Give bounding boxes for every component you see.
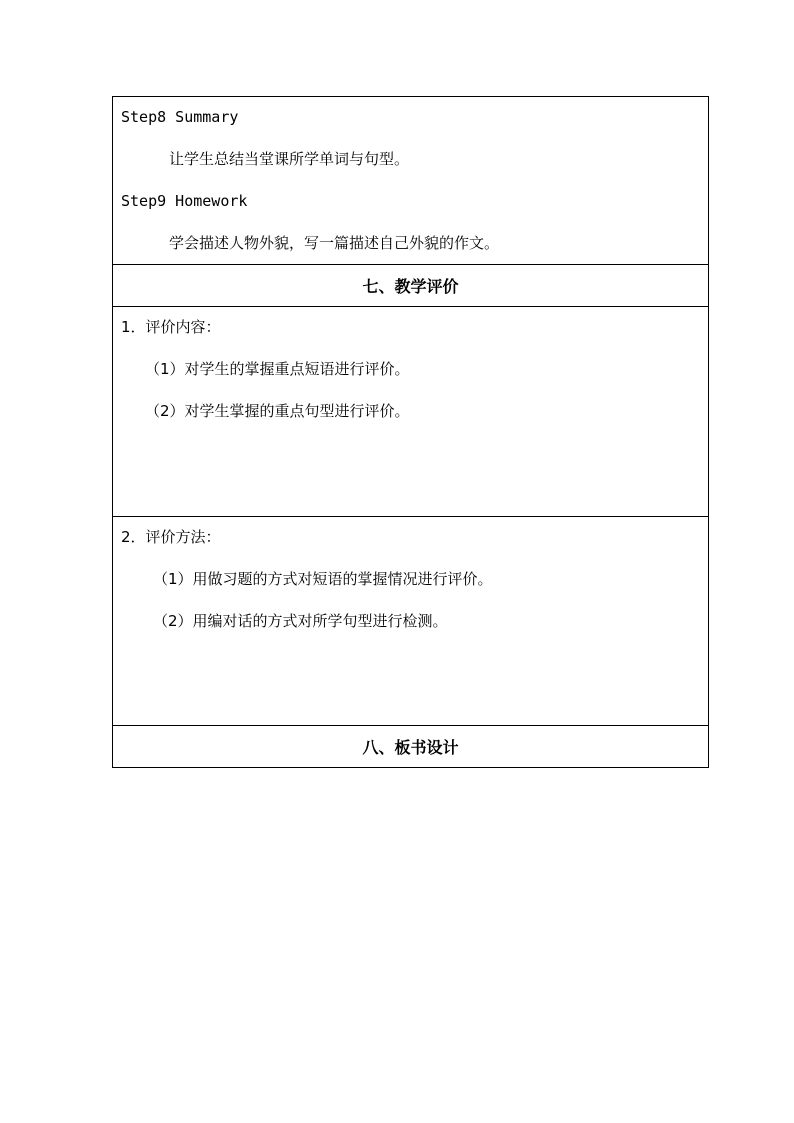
- eval-content-item-1: （1）对学生的掌握重点短语进行评价。: [145, 360, 410, 378]
- step8-title: Step8 Summary: [121, 108, 239, 126]
- section-8-heading: 八、板书设计: [113, 725, 708, 767]
- eval-method-cell: [113, 516, 708, 725]
- eval-content-title: 1．评价内容：: [121, 318, 221, 336]
- lesson-plan-table: [112, 96, 709, 768]
- section-7-heading: 七、教学评价: [113, 264, 708, 306]
- eval-content-cell: [113, 306, 708, 516]
- step8-text: 让学生总结当堂课所学单词与句型。: [169, 150, 410, 168]
- steps-cell: [113, 97, 708, 264]
- eval-method-title: 2．评价方法：: [121, 528, 221, 546]
- eval-content-item-2: （2）对学生掌握的重点句型进行评价。: [145, 402, 410, 420]
- eval-method-item-2: （2）用编对话的方式对所学句型进行检测。: [153, 612, 448, 630]
- step9-title: Step9 Homework: [121, 192, 248, 210]
- step9-text: 学会描述人物外貌，写一篇描述自己外貌的作文。: [169, 234, 500, 252]
- eval-method-item-1: （1）用做习题的方式对短语的掌握情况进行评价。: [153, 570, 493, 588]
